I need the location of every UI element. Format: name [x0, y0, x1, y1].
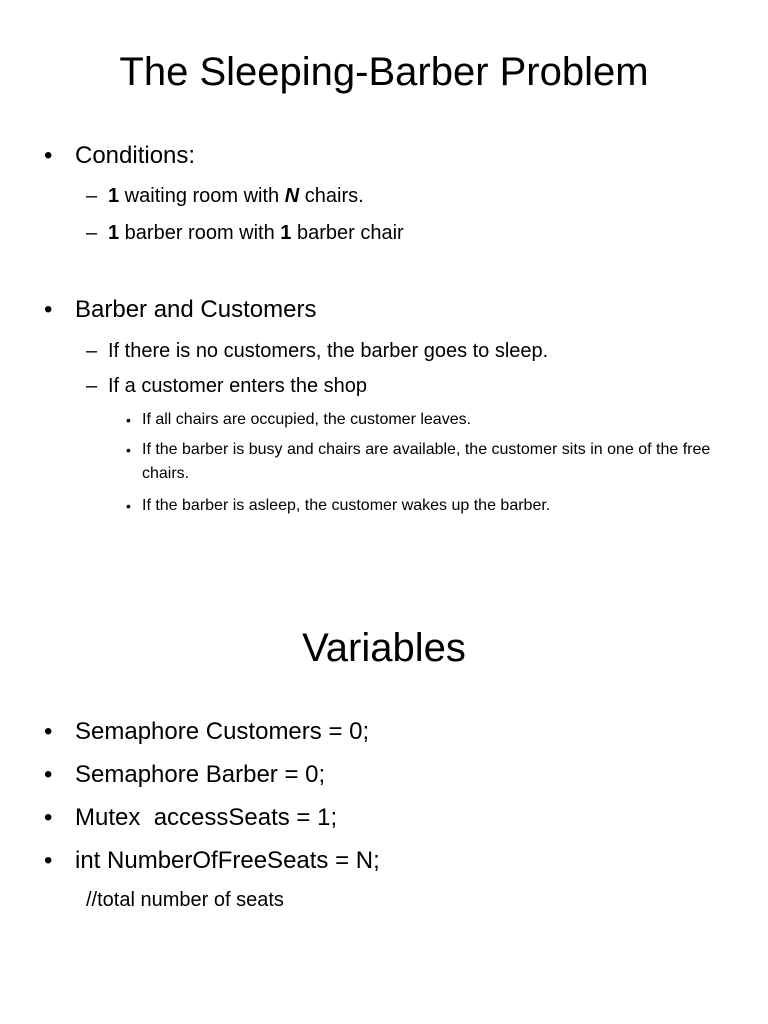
- slide-variables: [0, 600, 768, 1024]
- subrule-barber-busy-text: If the barber is busy and chairs are available, the customer sits in one of the free chairs.: [142, 441, 711, 482]
- free-seats-comment: //total number of seats: [86, 889, 284, 911]
- rule-customer-enters-text: If a customer enters the shop: [108, 375, 368, 397]
- subrule-chairs-occupied-text: If all chairs are occupied, the customer leaves.: [142, 411, 472, 428]
- dash-icon: –: [86, 185, 98, 207]
- dash-icon: –: [86, 340, 98, 362]
- rule-no-customers-text: If there is no customers, the barber goes to sleep.: [108, 340, 549, 362]
- bullet-icon: •: [126, 442, 131, 458]
- conditions-heading: Conditions:: [75, 142, 196, 169]
- bullet-icon: •: [44, 296, 53, 323]
- subrule-barber-asleep-text: If the barber is asleep, the customer wakes up the barber.: [142, 497, 551, 514]
- slide-title: The Sleeping-Barber Problem: [119, 50, 649, 94]
- slide-title: Variables: [302, 626, 466, 670]
- waiting-room-text-b: chairs.: [299, 185, 364, 207]
- bullet-icon: •: [126, 412, 131, 428]
- barber-customers-heading: Barber and Customers: [75, 296, 317, 323]
- dash-icon: –: [86, 222, 98, 244]
- barber-room-text-a: barber room with: [119, 222, 281, 244]
- variable-free-seats-text: int NumberOfFreeSeats = N;: [75, 847, 380, 874]
- bullet-icon: •: [44, 804, 53, 831]
- bullet-icon: •: [44, 142, 53, 169]
- variable-barber-text: Semaphore Barber = 0;: [75, 761, 326, 788]
- waiting-room-text-a: waiting room with: [119, 185, 285, 207]
- waiting-room-count: 1: [108, 185, 120, 207]
- chairs-variable: N: [284, 185, 300, 207]
- variable-access-seats-text: Mutex accessSeats = 1;: [75, 804, 338, 831]
- dash-icon: –: [86, 375, 98, 397]
- condition-waiting-room-text: [108, 183, 364, 209]
- bullet-icon: •: [44, 847, 53, 874]
- barber-room-text-b: barber chair: [291, 222, 404, 244]
- bullet-icon: •: [44, 718, 53, 745]
- condition-barber-room-text: [108, 220, 404, 246]
- barber-room-count: 1: [108, 222, 120, 244]
- variable-customers-text: Semaphore Customers = 0;: [75, 718, 370, 745]
- barber-chair-count: 1: [280, 222, 292, 244]
- bullet-icon: •: [44, 761, 53, 788]
- bullet-icon: •: [126, 498, 131, 514]
